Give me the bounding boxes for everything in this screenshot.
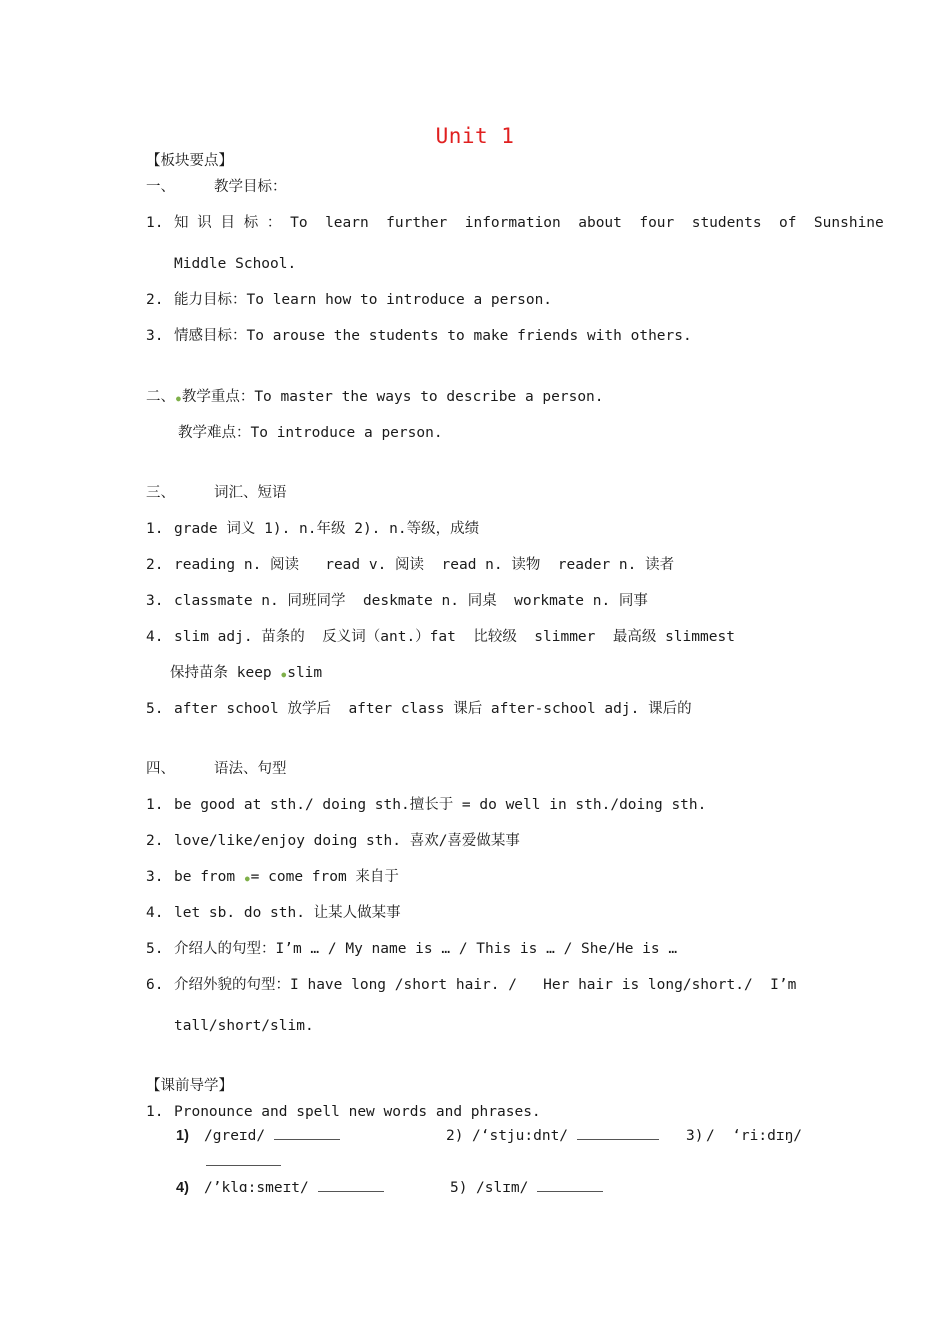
list-item-continuation	[170, 663, 322, 685]
item-number: 2.	[146, 833, 164, 849]
section-label: 四、	[146, 761, 175, 777]
section-3-heading	[146, 483, 287, 503]
list-item	[146, 903, 401, 923]
item-text: slim	[287, 665, 323, 681]
item-number: 4.	[146, 629, 164, 645]
list-item	[146, 1102, 541, 1122]
list-item	[146, 627, 735, 647]
page-title: Unit 1	[435, 124, 515, 148]
item-text: grade 词义 1). n.年级 2). n.等级，成绩	[174, 521, 480, 537]
item-number: 1.	[146, 797, 164, 813]
item-number: 2.	[146, 557, 164, 573]
item-text: love/like/enjoy doing sth. 喜欢/喜爱做某事	[174, 833, 520, 849]
section-title: 词汇、短语	[214, 485, 287, 501]
preview-header: 【课前导学】	[146, 1078, 233, 1094]
item-text: 能力目标：To learn how to introduce a person.	[174, 292, 553, 308]
item-number: 5)	[450, 1180, 468, 1196]
list-item	[146, 795, 706, 815]
phonetic-item	[450, 1178, 603, 1198]
item-number: 1.	[146, 1104, 164, 1120]
section-4-heading	[146, 759, 287, 779]
item-text: 介绍人的句型：I’m … / My name is … / This is … / She/He is …	[174, 941, 678, 957]
item-number: 5.	[146, 701, 164, 717]
list-item	[146, 519, 479, 539]
bullet-dot: ●	[244, 874, 250, 883]
item-number: 2)	[446, 1128, 464, 1144]
phonetic-text: /’klɑ:smeɪt/	[204, 1180, 309, 1196]
item-text: reading n. 阅读 read v. 阅读 read n. 读物 reader n. 读者	[174, 557, 675, 573]
item-number: 5.	[146, 941, 164, 957]
item-number: 3.	[146, 328, 164, 344]
answer-blank[interactable]	[274, 1127, 340, 1140]
list-item-continuation: Middle School.	[174, 256, 297, 272]
item-number: 6.	[146, 977, 164, 993]
module-header: 【板块要点】	[146, 153, 233, 169]
item-text: 教学重点：To master the ways to describe a person.	[181, 389, 604, 405]
item-text: 知 识 目 标 ： To learn further information about four students of Sunshine	[174, 215, 884, 231]
list-item	[146, 975, 796, 995]
section-label: 一、	[146, 179, 175, 195]
list-item	[146, 326, 692, 346]
phonetic-item	[446, 1126, 659, 1146]
item-text: after school 放学后 after class 课后 after-school adj. 课后的	[174, 701, 692, 717]
item-text: = come from 来自于	[250, 869, 399, 885]
phonetic-blank-line	[206, 1152, 281, 1172]
list-item	[146, 831, 520, 851]
item-text: be from	[174, 869, 244, 885]
list-item	[146, 699, 692, 719]
phonetic-item	[176, 1126, 340, 1146]
list-item	[146, 591, 648, 611]
phonetic-text: /slɪm/	[476, 1180, 529, 1196]
item-text: Pronounce and spell new words and phrases.	[174, 1104, 541, 1120]
item-text: 情感目标：To arouse the students to make friends with others.	[174, 328, 692, 344]
item-text: be good at sth./ doing sth.擅长于 = do well in sth./doing sth.	[174, 797, 707, 813]
section-title: 语法、句型	[214, 761, 287, 777]
section-1-heading	[146, 177, 287, 197]
list-item	[146, 867, 399, 889]
phonetic-text: /‘stju:dnt/	[472, 1128, 569, 1144]
phonetic-item	[686, 1126, 802, 1146]
item-number: 2.	[146, 292, 164, 308]
section-title: 教学目标：	[214, 179, 287, 195]
answer-blank[interactable]	[537, 1179, 603, 1192]
phonetic-text: / ‘ri:dɪŋ/	[706, 1128, 803, 1144]
phonetic-text: /greɪd/	[204, 1128, 266, 1144]
item-text: classmate n. 同班同学 deskmate n. 同桌 workmate n. 同事	[174, 593, 648, 609]
list-item	[146, 290, 552, 310]
answer-blank[interactable]	[318, 1179, 384, 1192]
item-text: let sb. do sth. 让某人做某事	[174, 905, 401, 921]
answer-blank[interactable]	[577, 1127, 659, 1140]
item-number: 4)	[176, 1180, 189, 1196]
bullet-dot: ●	[281, 670, 287, 679]
item-number: 4.	[146, 905, 164, 921]
phonetic-item	[176, 1178, 384, 1198]
answer-blank[interactable]	[206, 1153, 281, 1166]
item-number: 1)	[176, 1128, 189, 1144]
bullet-dot: ●	[176, 394, 181, 403]
section-2-line-2: 教学难点：To introduce a person.	[178, 425, 443, 441]
list-item-continuation: tall/short/slim.	[174, 1018, 314, 1034]
item-number: 1.	[146, 215, 164, 231]
section-label: 三、	[146, 485, 175, 501]
list-item	[146, 555, 674, 575]
item-text: 保持苗条 keep	[170, 665, 281, 681]
list-item	[146, 939, 677, 959]
item-number: 3.	[146, 593, 164, 609]
section-label: 二、	[146, 389, 175, 405]
item-number: 1.	[146, 521, 164, 537]
item-text: slim adj. 苗条的 反义词（ant.）fat 比较级 slimmer 最高级 slimmest	[174, 629, 735, 645]
item-number: 3.	[146, 869, 164, 885]
item-text: 介绍外貌的句型：I have long /short hair. / Her hair is long/short./ I’m	[174, 977, 797, 993]
section-2-line-1	[146, 387, 604, 409]
list-item	[146, 213, 884, 233]
item-number: 3)	[686, 1128, 704, 1144]
